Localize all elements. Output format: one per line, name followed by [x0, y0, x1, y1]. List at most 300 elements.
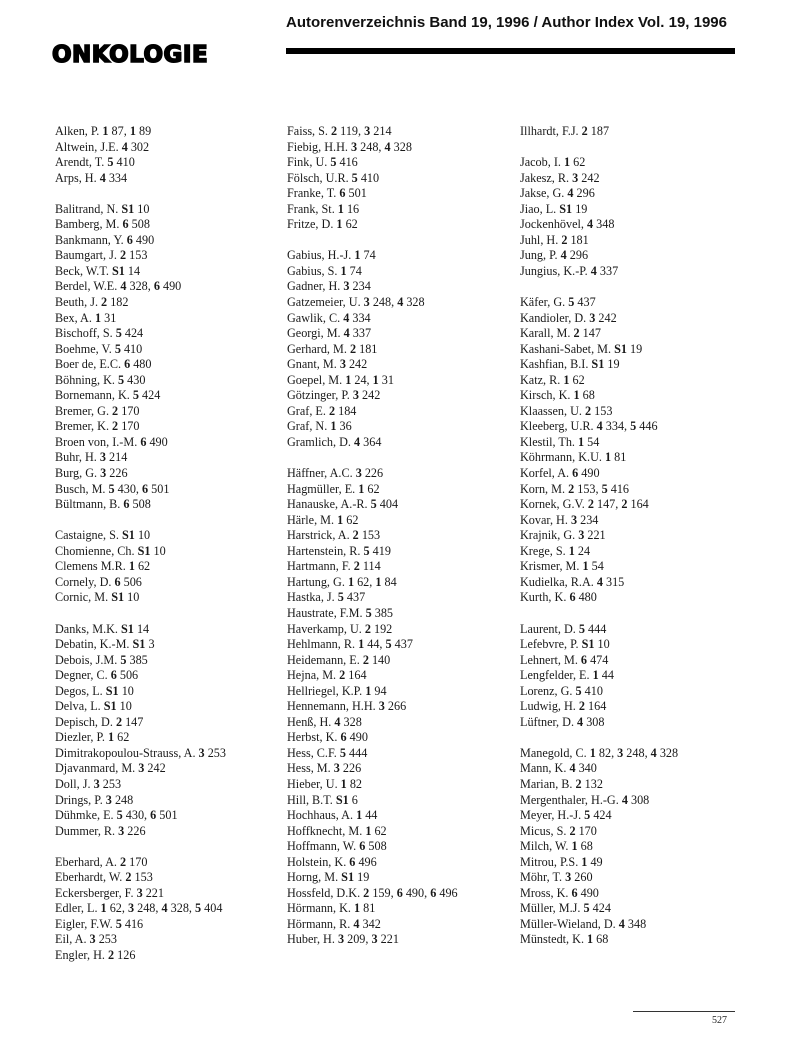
- entry-text: Hartmann, F.: [287, 559, 354, 574]
- entry-text: Herbst, K.: [287, 730, 341, 745]
- author-entry: [520, 917, 770, 933]
- volume-issue: 6: [430, 885, 437, 900]
- entry-text: Klestil, Th.: [520, 434, 579, 449]
- volume-issue: S1: [559, 201, 573, 216]
- author-entry: [55, 202, 305, 218]
- volume-issue: 1: [337, 201, 344, 216]
- entry-text: Krege, S.: [520, 543, 569, 558]
- author-entry: [287, 513, 537, 529]
- entry-text: 62,: [354, 574, 376, 589]
- volume-issue: 5: [568, 295, 575, 310]
- volume-issue: 3: [339, 357, 346, 372]
- entry-text: Müller-Wieland, D.: [520, 916, 619, 931]
- entry-text: Beck, W.T.: [55, 263, 112, 278]
- author-entry: [520, 653, 770, 669]
- entry-text: 170: [118, 403, 140, 418]
- entry-text: Depisch, D.: [55, 714, 116, 729]
- volume-issue: 3: [333, 761, 340, 776]
- entry-text: Hellriegel, K.P.: [287, 683, 366, 698]
- entry-text: 430,: [114, 481, 143, 496]
- volume-issue: 6: [349, 854, 356, 869]
- author-entry: [55, 217, 305, 233]
- author-entry: [55, 482, 305, 498]
- author-entry: [287, 357, 537, 373]
- volume-issue: 3: [565, 870, 572, 885]
- volume-issue: 1: [129, 124, 136, 138]
- volume-issue: S1: [111, 590, 125, 605]
- entry-text: Lorenz, G.: [520, 683, 576, 698]
- volume-issue: 3: [100, 466, 107, 481]
- author-entry: [55, 761, 305, 777]
- author-entry: [520, 513, 770, 529]
- entry-text: 404: [376, 497, 399, 512]
- author-entry: [520, 777, 770, 793]
- volume-issue: 1: [358, 481, 365, 496]
- entry-text: Arps, H.: [55, 170, 100, 185]
- entry-text: 296: [573, 186, 595, 201]
- volume-issue: 6: [140, 434, 147, 449]
- author-entry: [55, 124, 305, 140]
- entry-text: Danks, M.K.: [55, 621, 122, 636]
- entry-text: 496: [436, 885, 458, 900]
- author-entry: [55, 746, 305, 762]
- entry-text: Baumgart, J.: [55, 248, 120, 263]
- entry-text: Hochhaus, A.: [287, 808, 357, 823]
- entry-text: 248: [111, 792, 134, 807]
- volume-issue: 2: [561, 232, 568, 247]
- entry-text: Mergenthaler, H.-G.: [520, 792, 622, 807]
- author-entry: [287, 793, 537, 809]
- author-entry: [287, 342, 537, 358]
- volume-issue: 3: [371, 932, 378, 947]
- entry-text: Ludwig, H.: [520, 699, 579, 714]
- volume-issue: 6: [569, 590, 576, 605]
- entry-text: 419: [369, 543, 391, 558]
- author-entry: [287, 746, 537, 762]
- volume-issue: 5: [365, 605, 372, 620]
- entry-text: 253: [95, 932, 117, 947]
- volume-issue: 2: [364, 621, 371, 636]
- author-entry: [55, 699, 305, 715]
- entry-text: 62,: [106, 901, 128, 916]
- entry-text: Goepel, M.: [287, 372, 346, 387]
- entry-text: 182: [107, 295, 129, 310]
- volume-issue: 5: [370, 497, 377, 512]
- author-entry: [55, 140, 305, 156]
- author-entry: [55, 357, 305, 373]
- author-entry: [55, 870, 305, 886]
- entry-text: 214: [105, 450, 128, 465]
- author-entry: [520, 295, 770, 311]
- entry-text: 153: [591, 403, 613, 418]
- author-entry: [287, 171, 537, 187]
- entry-text: 147,: [593, 497, 622, 512]
- author-entry: [55, 264, 305, 280]
- entry-text: Hossfeld, D.K.: [287, 885, 364, 900]
- entry-text: Cornic, M.: [55, 590, 112, 605]
- author-entry: [55, 528, 305, 544]
- volume-issue: 5: [116, 808, 123, 823]
- entry-text: 170: [118, 419, 140, 434]
- letter-group-gap: [55, 186, 305, 202]
- entry-text: Diezler, P.: [55, 730, 108, 745]
- volume-issue: 1: [94, 310, 102, 325]
- volume-issue: 3: [355, 466, 362, 481]
- author-entry: [287, 606, 537, 622]
- volume-issue: S1: [111, 263, 125, 278]
- entry-text: Kashani-Sabet, M.: [520, 341, 615, 356]
- author-entry: [287, 777, 537, 793]
- volume-issue: 2: [328, 403, 336, 418]
- author-entry: [55, 932, 305, 948]
- volume-issue: 2: [573, 326, 580, 341]
- entry-text: 328: [403, 295, 425, 310]
- author-entry: [287, 248, 537, 264]
- author-entry: [287, 528, 537, 544]
- entry-text: 164: [345, 668, 367, 683]
- entry-text: 334,: [602, 419, 631, 434]
- entry-text: 209,: [344, 932, 372, 947]
- entry-text: Haustrate, F.M.: [287, 605, 366, 620]
- volume-issue: 3: [198, 745, 205, 760]
- entry-text: Engler, H.: [55, 947, 108, 962]
- author-entry: [287, 559, 537, 575]
- volume-issue: 4: [343, 326, 350, 341]
- entry-text: 62: [570, 155, 586, 170]
- entry-text: 49: [587, 854, 603, 869]
- entry-text: Gerhard, M.: [287, 341, 350, 356]
- author-entry: [287, 886, 537, 902]
- author-entry: [55, 466, 305, 482]
- entry-text: 490: [578, 466, 600, 481]
- volume-issue: 1: [347, 574, 355, 589]
- volume-issue: 2: [584, 403, 592, 418]
- entry-text: 416: [121, 916, 144, 931]
- letter-group-gap: [55, 839, 305, 855]
- volume-issue: 1: [589, 745, 596, 760]
- journal-logo: ONKOLOGIE: [52, 42, 209, 68]
- running-header-title: Autorenverzeichnis Band 19, 1996 / Author Index Vol. 19, 1996: [286, 14, 727, 31]
- entry-text: Köhrmann, K.U.: [520, 450, 605, 465]
- entry-text: 424: [121, 326, 144, 341]
- entry-text: Jakesz, R.: [520, 170, 573, 185]
- entry-text: 444: [345, 745, 368, 760]
- author-entry: [287, 435, 537, 451]
- entry-text: 132: [581, 776, 603, 791]
- volume-issue: 5: [385, 637, 392, 652]
- author-entry: [520, 544, 770, 560]
- author-entry: [55, 435, 305, 451]
- entry-text: 3: [145, 637, 155, 652]
- volume-issue: 1: [592, 668, 599, 683]
- volume-issue: 4: [577, 714, 584, 729]
- entry-text: 430,: [122, 808, 151, 823]
- author-entry: [287, 761, 537, 777]
- entry-text: 328: [656, 745, 679, 760]
- volume-issue: 6: [339, 186, 346, 201]
- entry-text: Manegold, C.: [520, 745, 590, 760]
- volume-issue: 3: [99, 450, 106, 465]
- volume-issue: 1: [337, 512, 344, 527]
- author-entry: [55, 637, 305, 653]
- entry-text: 424: [138, 388, 161, 403]
- entry-text: 147: [579, 326, 601, 341]
- entry-text: 296: [566, 248, 589, 263]
- entry-text: 234: [577, 512, 599, 527]
- entry-text: 260: [571, 870, 593, 885]
- entry-text: 348: [593, 217, 615, 232]
- entry-text: Hanauske, A.-R.: [287, 497, 371, 512]
- volume-issue: 2: [569, 823, 576, 838]
- entry-text: Kovar, H.: [520, 512, 571, 527]
- entry-text: 170: [126, 854, 148, 869]
- volume-issue: 1: [581, 854, 588, 869]
- author-entry: [520, 450, 770, 466]
- author-entry: [287, 870, 537, 886]
- volume-issue: 1: [372, 372, 379, 387]
- volume-issue: S1: [105, 683, 119, 698]
- volume-issue: 4: [567, 186, 574, 201]
- entry-text: 508: [365, 839, 387, 854]
- letter-group-gap: [287, 233, 537, 249]
- author-entry: [287, 590, 537, 606]
- volume-issue: 4: [353, 916, 360, 931]
- author-entry: [55, 653, 305, 669]
- volume-issue: 3: [138, 761, 145, 776]
- volume-issue: 6: [123, 497, 130, 512]
- author-entry: [55, 793, 305, 809]
- author-entry: [520, 715, 770, 731]
- author-entry: [520, 761, 770, 777]
- volume-issue: S1: [335, 792, 349, 807]
- entry-text: Gabius, H.-J.: [287, 248, 355, 263]
- author-entry: [520, 699, 770, 715]
- entry-text: Buhr, H.: [55, 450, 100, 465]
- entry-text: Boehme, V.: [55, 341, 115, 356]
- author-entry: [287, 124, 537, 140]
- entry-text: 342: [359, 916, 381, 931]
- letter-group-gap: [55, 606, 305, 622]
- volume-issue: 1: [340, 776, 347, 791]
- volume-issue: 2: [120, 248, 127, 263]
- author-entry: [287, 264, 537, 280]
- entry-text: 62: [134, 559, 151, 574]
- entry-text: Gabius, S.: [287, 263, 341, 278]
- entry-text: Drings, P.: [55, 792, 106, 807]
- entry-text: Hejna, M.: [287, 668, 340, 683]
- entry-text: 226: [106, 466, 128, 481]
- entry-text: Bültmann, B.: [55, 497, 124, 512]
- author-entry: [520, 746, 770, 762]
- volume-issue: S1: [581, 637, 595, 652]
- entry-text: Härle, M.: [287, 512, 338, 527]
- author-entry: [287, 808, 537, 824]
- entry-text: 153: [126, 248, 148, 263]
- volume-issue: 1: [365, 683, 372, 698]
- entry-text: Krismer, M.: [520, 559, 583, 574]
- volume-issue: 2: [115, 714, 123, 729]
- volume-issue: 3: [127, 901, 135, 916]
- entry-text: 446: [636, 419, 658, 434]
- entry-text: Gramlich, D.: [287, 434, 355, 449]
- entry-text: 62: [342, 217, 358, 232]
- entry-text: 44: [362, 808, 378, 823]
- entry-text: Jockenhövel,: [520, 217, 588, 232]
- volume-issue: 1: [336, 217, 343, 232]
- entry-text: Graf, E.: [287, 403, 329, 418]
- entry-text: 410: [113, 155, 135, 170]
- volume-issue: 5: [575, 683, 582, 698]
- author-entry: [287, 482, 537, 498]
- volume-issue: 6: [150, 808, 157, 823]
- entry-text: 266: [384, 699, 407, 714]
- author-entry: [55, 948, 305, 964]
- entry-text: Lehnert, M.: [520, 652, 581, 667]
- entry-text: 10: [594, 637, 610, 652]
- entry-text: Huber, H.: [287, 932, 338, 947]
- author-entry: [55, 544, 305, 560]
- entry-text: 221: [584, 528, 606, 543]
- volume-issue: 2: [101, 295, 108, 310]
- entry-text: Broen von, I.-M.: [55, 434, 141, 449]
- volume-issue: 5: [117, 372, 125, 387]
- entry-text: Debois, J.M.: [55, 652, 121, 667]
- volume-issue: 4: [343, 310, 350, 325]
- author-entry: [55, 450, 305, 466]
- entry-text: 430: [124, 372, 146, 387]
- entry-text: 248,: [369, 295, 398, 310]
- author-entry: [287, 668, 537, 684]
- entry-text: 62: [114, 730, 130, 745]
- entry-text: Kudielka, R.A.: [520, 574, 597, 589]
- entry-text: Kornek, G.V.: [520, 497, 588, 512]
- entry-text: 328,: [126, 279, 154, 294]
- entry-text: Lüftner, D.: [520, 714, 578, 729]
- author-entry: [520, 901, 770, 917]
- entry-text: 226: [361, 466, 384, 481]
- volume-issue: 4: [560, 248, 567, 263]
- entry-text: Bremer, G.: [55, 403, 113, 418]
- entry-text: Hehlmann, R.: [287, 637, 359, 652]
- entry-text: Dühmke, E.: [55, 808, 117, 823]
- entry-text: Juhl, H.: [520, 232, 562, 247]
- entry-text: 490,: [402, 885, 431, 900]
- volume-issue: 5: [108, 481, 115, 496]
- volume-issue: 6: [396, 885, 403, 900]
- entry-text: 114: [359, 559, 381, 574]
- entry-text: Fiebig, H.H.: [287, 139, 351, 154]
- entry-text: Georgi, M.: [287, 326, 344, 341]
- volume-issue: 2: [587, 497, 594, 512]
- entry-text: 308: [627, 792, 650, 807]
- author-entry: [520, 248, 770, 264]
- volume-issue: 3: [378, 699, 385, 714]
- author-entry: [55, 886, 305, 902]
- volume-issue: 1: [108, 730, 115, 745]
- volume-issue: 6: [110, 668, 117, 683]
- volume-issue: 4: [384, 139, 391, 154]
- entry-text: Cornely, D.: [55, 574, 115, 589]
- author-entry: [520, 528, 770, 544]
- author-entry: [55, 855, 305, 871]
- author-entry: [287, 715, 537, 731]
- author-entry: [520, 202, 770, 218]
- entry-text: 187: [587, 124, 610, 138]
- volume-issue: 4: [354, 434, 361, 449]
- entry-text: 10: [124, 590, 140, 605]
- entry-text: 242: [578, 170, 600, 185]
- volume-issue: 2: [578, 699, 585, 714]
- volume-issue: 3: [364, 124, 371, 138]
- volume-issue: 2: [125, 870, 132, 885]
- volume-issue: 6: [572, 466, 579, 481]
- entry-text: Bankmann, Y.: [55, 232, 127, 247]
- entry-text: 68: [579, 388, 595, 403]
- entry-text: 164: [627, 497, 649, 512]
- entry-text: Edler, L.: [55, 901, 101, 916]
- entry-text: 315: [602, 574, 625, 589]
- author-entry: [55, 917, 305, 933]
- entry-text: Bornemann, K.: [55, 388, 133, 403]
- entry-text: Eberhardt, W.: [55, 870, 126, 885]
- entry-text: 44: [598, 668, 614, 683]
- entry-text: Hastka, J.: [287, 590, 338, 605]
- volume-issue: 1: [578, 434, 585, 449]
- entry-text: 508: [128, 217, 150, 232]
- volume-issue: 4: [618, 916, 625, 931]
- entry-text: Klaassen, U.: [520, 403, 585, 418]
- letter-group-gap: [287, 450, 537, 466]
- volume-issue: 6: [580, 652, 588, 667]
- entry-text: 74: [360, 248, 376, 263]
- volume-issue: 2: [575, 776, 582, 791]
- entry-text: 496: [355, 854, 377, 869]
- author-entry: [287, 932, 537, 948]
- author-entry: [287, 544, 537, 560]
- entry-text: 248,: [623, 745, 651, 760]
- volume-issue: 5: [601, 481, 608, 496]
- volume-issue: 2: [621, 497, 628, 512]
- page-number: 527: [712, 1015, 727, 1026]
- entry-text: Degos, L.: [55, 683, 106, 698]
- entry-text: 31: [101, 310, 117, 325]
- volume-issue: 1: [573, 388, 580, 403]
- volume-issue: 1: [571, 839, 578, 854]
- author-entry: [520, 264, 770, 280]
- entry-text: 328: [390, 139, 412, 154]
- entry-text: Fölsch, U.R.: [287, 170, 352, 185]
- entry-text: Mann, K.: [520, 761, 570, 776]
- author-entry: [520, 342, 770, 358]
- entry-text: Lengfelder, E.: [520, 668, 593, 683]
- entry-text: Korn, M.: [520, 481, 569, 496]
- volume-issue: 2: [568, 481, 575, 496]
- volume-issue: 1: [102, 124, 109, 138]
- volume-issue: 5: [195, 901, 202, 916]
- entry-text: 385: [371, 605, 393, 620]
- entry-text: 81: [611, 450, 627, 465]
- entry-text: Dummer, R.: [55, 823, 119, 838]
- volume-issue: 4: [621, 792, 628, 807]
- entry-text: Münstedt, K.: [520, 932, 588, 947]
- entry-text: 6: [348, 792, 358, 807]
- entry-text: Müller, M.J.: [520, 901, 584, 916]
- entry-text: 480: [130, 357, 152, 372]
- entry-text: Clemens M.R.: [55, 559, 129, 574]
- entry-text: 10: [150, 543, 166, 558]
- volume-issue: 1: [375, 574, 382, 589]
- volume-issue: S1: [614, 341, 627, 356]
